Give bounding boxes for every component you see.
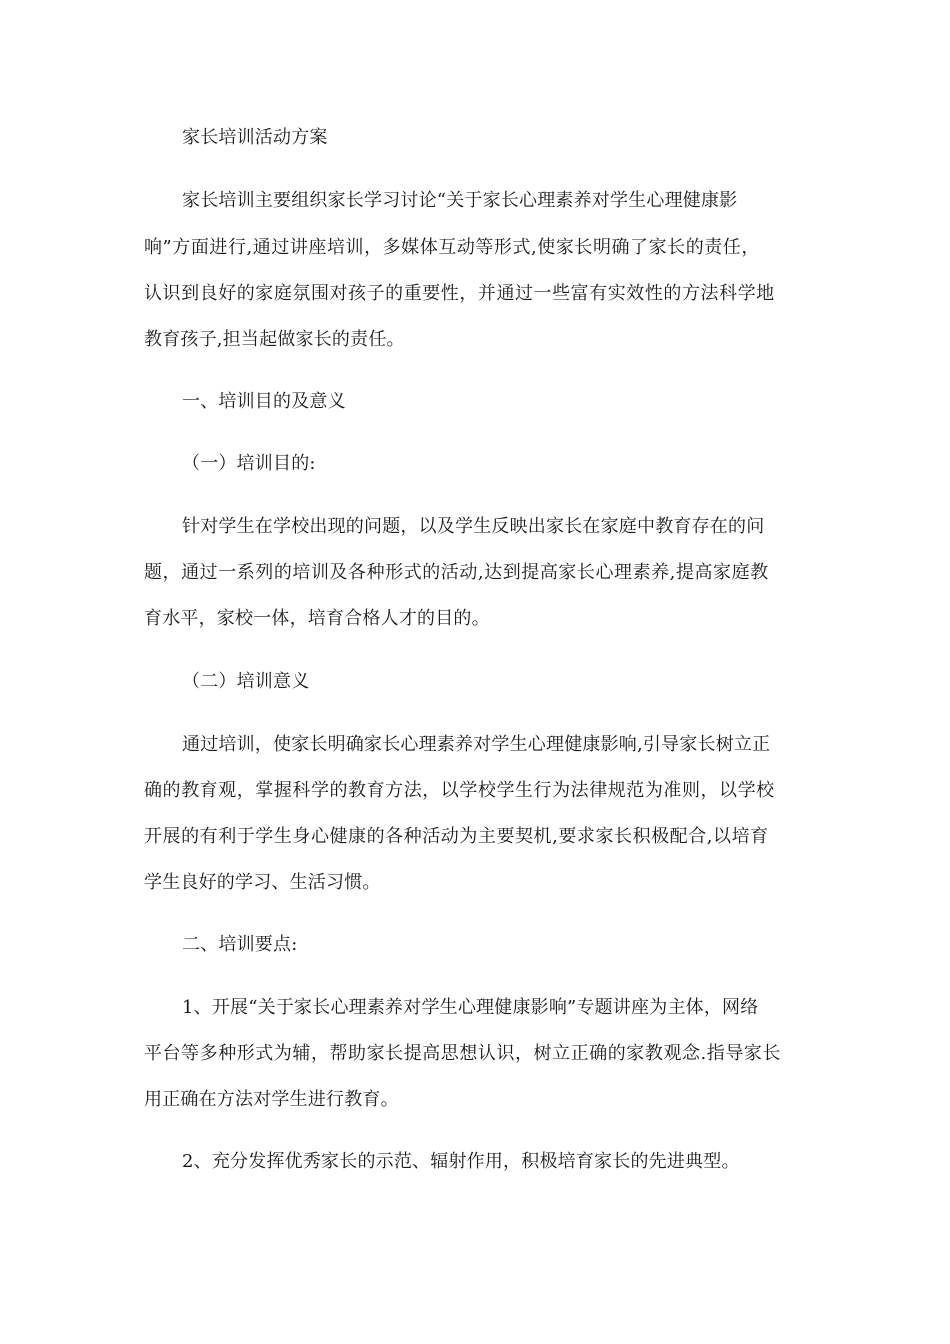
subsection-1-heading: （一）培训目的:	[182, 453, 316, 474]
subsection-2-line-3: 开展的有利于学生身心健康的各种活动为主要契机,要求家长积极配合,以培育	[144, 826, 769, 847]
point-2-line-1: 2、充分发挥优秀家长的示范、辐射作用，积极培育家长的先进典型。	[182, 1151, 740, 1172]
subsection-1-line-2: 题，通过一系列的培训及各种形式的活动,达到提高家长心理素养,提高家庭教	[144, 562, 769, 583]
point-1-line-2: 平台等多种形式为辅，帮助家长提高思想认识，树立正确的家教观念.指导家长	[144, 1043, 781, 1064]
subsection-2-heading: （二）培训意义	[182, 671, 310, 692]
section-2-heading: 二、培训要点:	[182, 934, 298, 955]
point-1-line-1: 1、开展“关于家长心理素养对学生心理健康影响”专题讲座为主体，网络	[182, 997, 759, 1018]
subsection-2-line-4: 学生良好的学习、生活习惯。	[144, 872, 381, 893]
subsection-2-line-1: 通过培训，使家长明确家长心理素养对学生心理健康影响,引导家长树立正	[182, 734, 771, 755]
intro-line-1: 家长培训主要组织家长学习讨论“关于家长心理素养对学生心理健康影	[182, 190, 738, 211]
point-1-line-3: 用正确在方法对学生进行教育。	[144, 1089, 399, 1110]
subsection-1-line-3: 育水平，家校一体，培育合格人才的目的。	[144, 608, 490, 629]
intro-line-2: 响”方面进行,通过讲座培训，多媒体互动等形式,使家长明确了家长的责任，	[144, 237, 760, 258]
document-title: 家长培训活动方案	[182, 127, 328, 148]
section-1-heading: 一、培训目的及意义	[182, 391, 346, 412]
intro-line-3: 认识到良好的家庭氛围对孩子的重要性，并通过一些富有实效性的方法科学地	[144, 283, 775, 304]
subsection-2-line-2: 确的教育观，掌握科学的教育方法，以学校学生行为法律规范为准则，以学校	[144, 780, 775, 801]
intro-line-4: 教育孩子,担当起做家长的责任。	[144, 329, 405, 350]
subsection-1-line-1: 针对学生在学校出现的问题，以及学生反映出家长在家庭中教育存在的问	[182, 516, 765, 537]
